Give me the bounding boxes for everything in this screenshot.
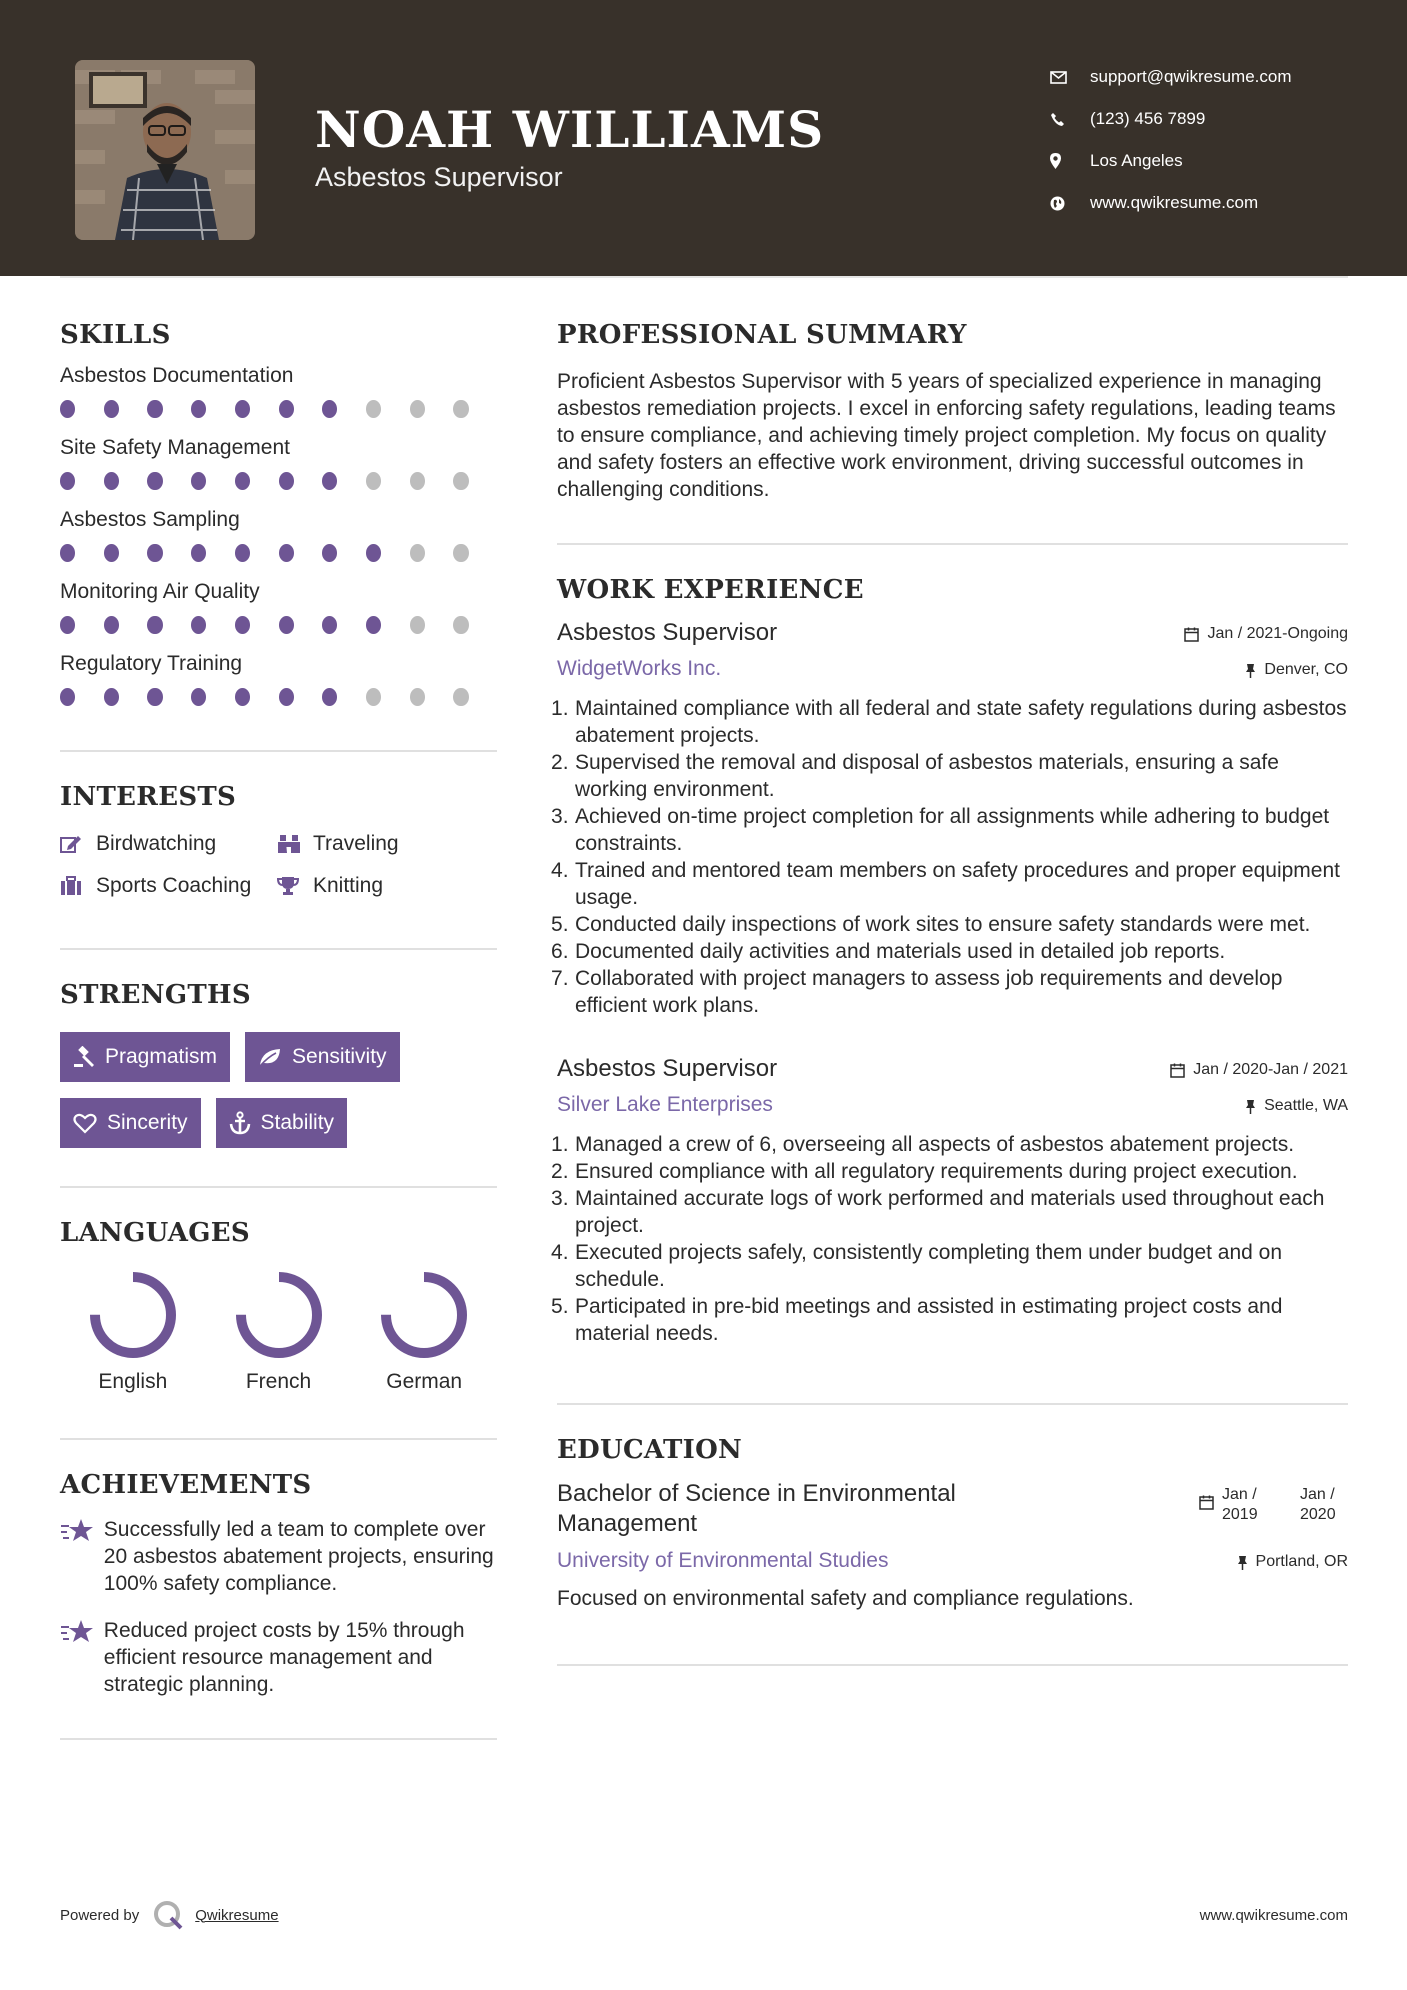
rating-dot-filled <box>147 472 162 490</box>
job-entry <box>557 1055 1348 1347</box>
interests-heading: INTERESTS <box>60 782 237 812</box>
section-divider <box>60 1438 497 1440</box>
job-responsibilities <box>557 1131 1348 1347</box>
language-item <box>351 1270 497 1394</box>
rating-dot-empty <box>366 688 381 706</box>
pushpin-icon <box>1237 1555 1248 1570</box>
rating-dot-empty <box>453 616 468 634</box>
education-date <box>1199 1485 1348 1525</box>
responsibility-item: Managed a crew of 6, overseeing all aspects of asbestos abatement projects. <box>575 1133 1295 1156</box>
section-divider <box>60 1738 497 1740</box>
rating-dot-filled <box>104 688 119 706</box>
phone-icon <box>1050 112 1090 127</box>
rating-dot-empty <box>410 688 425 706</box>
job-location <box>1245 661 1348 679</box>
education-date-end: Jan / 2020 <box>1300 1486 1336 1523</box>
qwikresume-link[interactable]: Qwikresume <box>195 1906 279 1924</box>
education-description: Focused on environmental safety and compliance regulations. <box>557 1587 1134 1610</box>
rating-dot-empty <box>410 400 425 418</box>
skill-rating <box>60 400 497 418</box>
rating-dot-filled <box>60 400 75 418</box>
job-responsibilities <box>557 695 1348 1019</box>
language-label: French <box>245 1370 312 1393</box>
contact-phone[interactable] <box>1050 98 1380 140</box>
rating-dot-filled <box>104 472 119 490</box>
language-label: English <box>98 1370 168 1393</box>
rating-dot-filled <box>60 544 75 562</box>
responsibility-item: Conducted daily inspections of work sites to ensure safety standards were met. <box>575 913 1311 936</box>
strength-tag <box>245 1032 400 1082</box>
company-name: Silver Lake Enterprises <box>557 1093 773 1116</box>
rating-dot-filled <box>191 400 206 418</box>
binoculars-icon <box>277 834 313 854</box>
calendar-icon <box>1184 627 1199 642</box>
rating-dot-filled <box>279 400 294 418</box>
rating-dot-empty <box>410 472 425 490</box>
interest-label: Sports Coaching <box>96 874 252 897</box>
job-title: Asbestos Supervisor <box>557 619 778 646</box>
rating-dot-empty <box>366 472 381 490</box>
rating-dot-filled <box>235 544 250 562</box>
heart-icon <box>73 1113 97 1134</box>
section-divider <box>60 1186 497 1188</box>
job-date-text: Jan / 2021-Ongoing <box>1207 625 1348 642</box>
job-location-text: Seattle, WA <box>1264 1097 1348 1114</box>
star-icon <box>60 1516 104 1597</box>
achievement-item <box>60 1516 497 1597</box>
header-divider <box>60 276 1348 278</box>
education-section <box>557 1435 1348 1612</box>
achievements-heading: ACHIEVEMENTS <box>60 1470 312 1500</box>
rating-dot-empty <box>453 688 468 706</box>
skill-name: Regulatory Training <box>60 652 243 675</box>
contact-block <box>1050 56 1380 224</box>
rating-dot-filled <box>279 616 294 634</box>
rating-dot-filled <box>279 544 294 562</box>
interest-label: Knitting <box>313 874 384 897</box>
responsibility-item: Achieved on-time project completion for all assignments while adhering to budget constraints. <box>575 805 1330 855</box>
job-location-text: Denver, CO <box>1264 661 1348 678</box>
rating-dot-filled <box>104 544 119 562</box>
rating-dot-filled <box>322 544 337 562</box>
skill-rating <box>60 544 497 562</box>
experience-section <box>557 575 1348 1347</box>
footer-website[interactable]: www.qwikresume.com <box>1199 1906 1348 1924</box>
responsibility-item: Participated in pre-bid meetings and assisted in estimating project costs and material needs. <box>575 1295 1283 1345</box>
responsibility-item: Executed projects safely, consistently completing them under budget and on schedule. <box>575 1241 1283 1291</box>
contact-website-text: www.qwikresume.com <box>1090 193 1259 212</box>
star-icon <box>60 1617 104 1698</box>
skill-rating <box>60 472 497 490</box>
skill-rating <box>60 616 497 634</box>
strength-label: Pragmatism <box>105 1045 218 1068</box>
leaf-icon <box>258 1047 282 1067</box>
envelope-icon <box>1050 71 1090 84</box>
summary-text: Proficient Asbestos Supervisor with 5 years of specialized experience in managing asbestos remediation projects. I excel in enforcing safety regulations, leading teams to ensure compliance, and achieving timely project completion. My focus on quality and safety fosters an effective work environment, driving successful outcomes in challenging conditions. <box>557 370 1336 501</box>
interests-section <box>60 782 497 898</box>
powered-by <box>60 1900 279 1930</box>
skill-name: Asbestos Sampling <box>60 508 240 531</box>
rating-dot-filled <box>235 400 250 418</box>
calendar-icon <box>1170 1063 1185 1078</box>
job-entry <box>557 619 1348 1019</box>
rating-dot-filled <box>322 616 337 634</box>
job-date <box>1184 625 1348 643</box>
skills-heading: SKILLS <box>60 320 171 350</box>
rating-dot-filled <box>147 544 162 562</box>
candidate-title: Asbestos Supervisor <box>315 162 563 192</box>
language-level-arc <box>241 1277 317 1353</box>
strength-tag <box>216 1098 348 1148</box>
language-ring <box>379 1270 469 1360</box>
language-item <box>60 1270 206 1394</box>
rating-dot-filled <box>191 544 206 562</box>
responsibility-item: Trained and mentored team members on safety procedures and proper equipment usage. <box>575 859 1340 909</box>
rating-dot-filled <box>147 616 162 634</box>
rating-dot-filled <box>279 688 294 706</box>
section-divider <box>60 948 497 950</box>
contact-location-text: Los Angeles <box>1090 151 1183 170</box>
skill-name: Asbestos Documentation <box>60 364 294 387</box>
rating-dot-empty <box>453 544 468 562</box>
right-column <box>557 320 1348 1666</box>
language-ring <box>234 1270 324 1360</box>
rating-dot-filled <box>235 616 250 634</box>
education-heading: EDUCATION <box>557 1435 743 1465</box>
page-footer <box>60 1900 1348 1930</box>
gavel-icon <box>73 1046 95 1068</box>
job-location <box>1245 1097 1348 1115</box>
rating-dot-filled <box>104 400 119 418</box>
skills-section <box>60 320 497 706</box>
job-date <box>1170 1061 1348 1079</box>
contact-location <box>1050 140 1380 182</box>
interest-item <box>60 874 277 898</box>
rating-dot-filled <box>104 616 119 634</box>
interest-item <box>277 832 497 856</box>
strengths-heading: STRENGTHS <box>60 980 251 1010</box>
responsibility-item: Collaborated with project managers to assess job requirements and develop efficient work plans. <box>575 967 1283 1017</box>
strength-label: Stability <box>260 1111 335 1134</box>
responsibility-item: Maintained compliance with all federal and state safety regulations during asbestos abatement projects. <box>575 697 1347 747</box>
languages-list <box>60 1270 497 1394</box>
section-divider <box>557 543 1348 545</box>
rating-dot-filled <box>366 544 381 562</box>
strengths-list <box>60 1032 497 1164</box>
strength-label: Sensitivity <box>292 1045 387 1068</box>
school-name: University of Environmental Studies <box>557 1549 889 1572</box>
languages-heading: LANGUAGES <box>60 1218 250 1248</box>
rating-dot-filled <box>279 472 294 490</box>
rating-dot-filled <box>366 616 381 634</box>
rating-dot-filled <box>147 400 162 418</box>
briefcase-icon <box>60 876 96 896</box>
skills-list <box>60 364 497 706</box>
experience-heading: WORK EXPERIENCE <box>557 575 864 605</box>
contact-email[interactable] <box>1050 56 1380 98</box>
responsibility-item: Ensured compliance with all regulatory requirements during project execution. <box>575 1160 1298 1183</box>
language-ring <box>88 1270 178 1360</box>
rating-dot-filled <box>191 616 206 634</box>
interest-label: Traveling <box>313 832 399 855</box>
rating-dot-filled <box>322 688 337 706</box>
summary-heading: PROFESSIONAL SUMMARY <box>557 320 967 350</box>
rating-dot-empty <box>453 400 468 418</box>
pushpin-icon <box>1245 1099 1256 1114</box>
strength-label: Sincerity <box>107 1111 188 1134</box>
language-item <box>206 1270 352 1394</box>
rating-dot-filled <box>147 688 162 706</box>
skill-name: Monitoring Air Quality <box>60 580 260 603</box>
strength-tag <box>60 1098 201 1148</box>
section-divider <box>557 1403 1348 1405</box>
responsibility-item: Supervised the removal and disposal of asbestos materials, ensuring a safe working environment. <box>575 751 1279 801</box>
degree-title: Bachelor of Science in Environmental Management <box>557 1480 956 1537</box>
education-date-start: Jan / 2019 <box>1222 1486 1258 1523</box>
rating-dot-filled <box>235 472 250 490</box>
education-location-text: Portland, OR <box>1255 1553 1348 1570</box>
rating-dot-filled <box>191 472 206 490</box>
language-label: German <box>386 1370 463 1393</box>
rating-dot-empty <box>410 544 425 562</box>
profile-photo <box>75 60 255 240</box>
resume-header <box>0 0 1407 276</box>
edit-icon <box>60 834 96 854</box>
rating-dot-empty <box>453 472 468 490</box>
rating-dot-filled <box>235 688 250 706</box>
contact-website[interactable] <box>1050 182 1380 224</box>
responsibility-item: Maintained accurate logs of work performed and materials used throughout each project. <box>575 1187 1325 1237</box>
rating-dot-filled <box>322 472 337 490</box>
interest-item <box>60 832 277 856</box>
calendar-icon <box>1199 1495 1214 1510</box>
strengths-section <box>60 980 497 1164</box>
interests-list <box>60 832 497 898</box>
skill-rating <box>60 688 497 706</box>
achievement-text: Reduced project costs by 15% through efficient resource management and strategic planning. <box>103 1619 465 1696</box>
education-location <box>1237 1553 1348 1571</box>
trophy-icon <box>277 876 313 896</box>
section-divider <box>60 750 497 752</box>
job-date-text: Jan / 2020-Jan / 2021 <box>1193 1061 1348 1078</box>
anchor-icon <box>229 1111 251 1135</box>
section-divider <box>557 1664 1348 1666</box>
responsibility-item: Documented daily activities and materials used in detailed job reports. <box>575 940 1226 963</box>
rating-dot-empty <box>410 616 425 634</box>
candidate-name: NOAH WILLIAMS <box>315 100 825 159</box>
language-level-arc <box>95 1277 171 1353</box>
strength-tag <box>60 1032 230 1082</box>
language-level-arc <box>386 1277 462 1353</box>
rating-dot-filled <box>60 616 75 634</box>
contact-phone-text: (123) 456 7899 <box>1090 109 1206 128</box>
map-marker-icon <box>1050 153 1090 169</box>
powered-by-label: Powered by <box>60 1906 140 1924</box>
interest-label: Birdwatching <box>96 832 217 855</box>
qwikresume-logo-icon <box>153 1900 183 1930</box>
languages-section <box>60 1218 497 1394</box>
left-column <box>60 320 497 1740</box>
job-title: Asbestos Supervisor <box>557 1055 778 1082</box>
contact-email-text: support@qwikresume.com <box>1090 67 1292 86</box>
skill-name: Site Safety Management <box>60 436 290 459</box>
rating-dot-filled <box>60 472 75 490</box>
rating-dot-filled <box>191 688 206 706</box>
globe-icon <box>1050 196 1090 211</box>
pushpin-icon <box>1245 663 1256 678</box>
rating-dot-filled <box>322 400 337 418</box>
achievement-text: Successfully led a team to complete over 20 asbestos abatement projects, ensuring 100% safety compliance. <box>103 1518 494 1595</box>
achievement-item <box>60 1617 497 1698</box>
company-name: WidgetWorks Inc. <box>557 657 722 680</box>
summary-section <box>557 320 1348 503</box>
achievements-section <box>60 1470 497 1698</box>
rating-dot-empty <box>366 400 381 418</box>
interest-item <box>277 874 497 898</box>
rating-dot-filled <box>60 688 75 706</box>
